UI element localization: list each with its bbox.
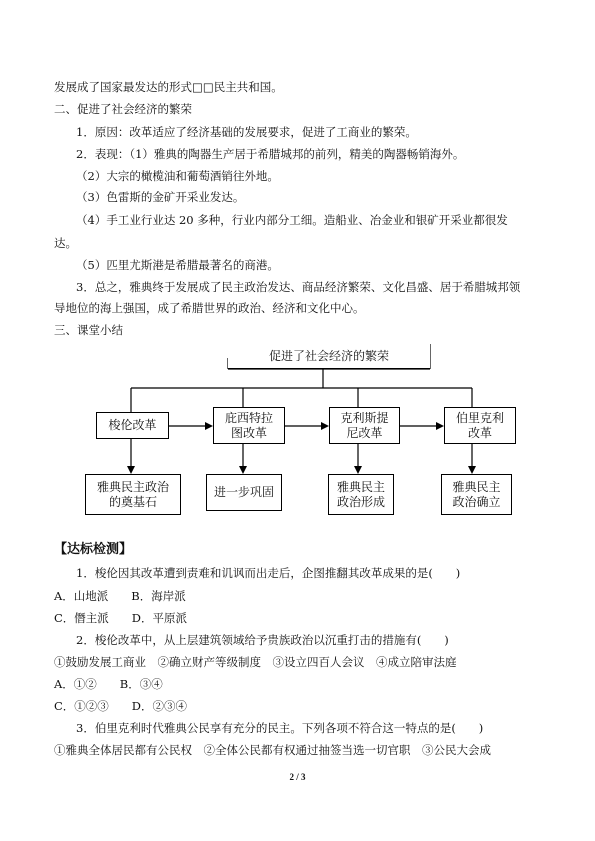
paragraph-line: 导地位的海上强国，成了希腊世界的政治、经济和文化中心。 — [54, 301, 365, 315]
quiz-line: A．山地派 B．海岸派 — [54, 589, 186, 603]
reform-box-solon — [96, 412, 169, 439]
result-label: 进一步巩固 — [213, 485, 274, 499]
top-box — [228, 344, 430, 369]
paragraph-line: 3．总之，雅典终于发展成了民主政治发达、商品经济繁荣、文化昌盛、居于希腊城邦领 — [76, 280, 521, 294]
paragraph-line: 2．表现：（1）雅典的陶器生产居于希腊城邦的前列，精美的陶器畅销海外。 — [76, 147, 465, 161]
reform-box-peisistratus — [213, 407, 285, 444]
paragraph-line: （4）手工业行业达 20 多种，行业内部分工细。造船业、冶金业和银矿开采业都很发 — [76, 213, 508, 227]
paragraph-line: （5）匹里尤斯港是希腊最著名的商港。 — [76, 258, 279, 272]
quiz-line: ①鼓励发展工商业 ②确立财产等级制度 ③设立四百人会议 ④成立陪审法庭 — [54, 655, 457, 669]
paragraph-line: 二、促进了社会经济的繁荣 — [54, 102, 192, 116]
result-box-formed — [328, 474, 394, 515]
quiz-line: C．僭主派 D．平原派 — [54, 611, 188, 625]
page-number: 2 / 3 — [289, 772, 306, 782]
result-box-consolidated — [206, 474, 282, 511]
paragraph-line: 发展成了国家最发达的形式□□民主共和国。 — [54, 80, 283, 94]
result-label: 雅典民主政治形成 — [336, 479, 385, 509]
reform-box-pericles — [444, 407, 516, 444]
reform-label: 梭伦改革 — [108, 418, 157, 432]
quiz-line: C．①②③ D．②③④ — [54, 699, 188, 713]
result-label: 雅典民主政治确立 — [452, 479, 501, 509]
quiz-line: ①雅典全体居民都有公民权 ②全体公民都有权通过抽签当选一切官职 ③公民大会成 — [54, 743, 491, 757]
top-box-label: 促进了社会经济的繁荣 — [268, 348, 389, 363]
reform-box-cleisthenes — [329, 407, 400, 444]
result-label: 雅典民主政治的奠基石 — [96, 479, 169, 509]
paragraph-line: 三、课堂小结 — [54, 323, 123, 337]
quiz-line: A．①② B．③④ — [54, 677, 163, 691]
reform-label: 庇西特拉图改革 — [224, 410, 273, 440]
reform-label: 伯里克利改革 — [455, 410, 504, 440]
paragraph-line: 达。 — [54, 236, 77, 250]
paragraph-line: （2）大宗的橄榄油和葡萄酒销往外地。 — [76, 169, 279, 183]
quiz-line: 2．梭伦改革中，从上层建筑领域给予贵族政治以沉重打击的措施有( ) — [76, 633, 449, 647]
quiz-line: 3．伯里克利时代雅典公民享有充分的民主。下列各项不符合这一特点的是( ) — [76, 721, 484, 735]
result-box-established — [441, 474, 512, 515]
quiz-line: 1．梭伦因其改革遭到责难和讥讽而出走后，企图推翻其改革成果的是( ) — [76, 566, 461, 580]
reform-label: 克利斯提尼改革 — [340, 410, 389, 440]
section-title: 【达标检测】 — [54, 542, 133, 557]
result-box-foundation — [85, 474, 181, 515]
paragraph-line: （3）色雷斯的金矿开采业发达。 — [76, 190, 245, 204]
paragraph-line: 1．原因：改革适应了经济基础的发展要求，促进了工商业的繁荣。 — [76, 125, 417, 139]
